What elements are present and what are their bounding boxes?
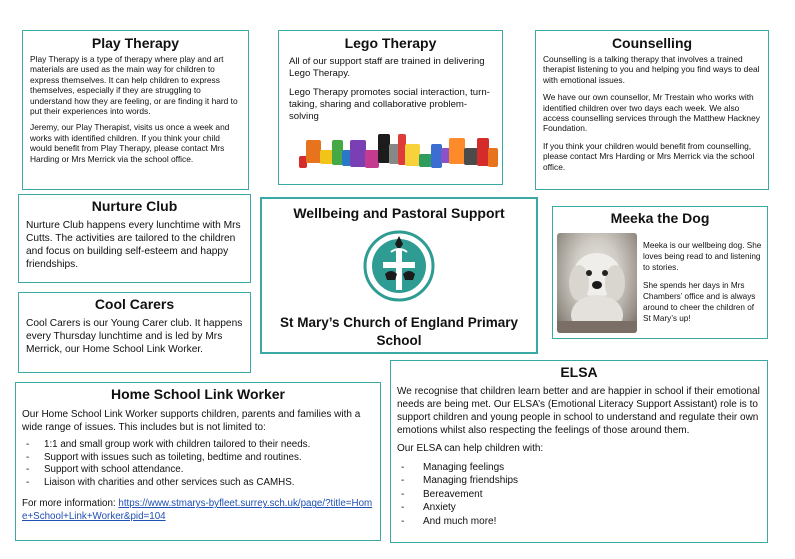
lego-therapy-panel	[278, 30, 503, 185]
counselling-title: Counselling	[611, 35, 693, 51]
lego-brick	[306, 140, 321, 163]
list-item: - Managing friendships	[397, 474, 761, 487]
list-item: - Bereavement	[397, 488, 761, 501]
list-item: - Support with issues such as toileting, bedtime and routines.	[22, 452, 374, 465]
hslw-title: Home School Link Worker	[111, 386, 285, 402]
play-therapy-title: Play Therapy	[91, 35, 180, 51]
lego-therapy-text-2: Lego Therapy promotes social interaction, turn-taking, sharing and collaborative problem-solving	[289, 87, 490, 122]
lego-therapy-text-1: All of our support staff are trained in delivering Lego Therapy.	[289, 56, 485, 79]
meeka-the-dog-panel	[552, 206, 768, 339]
counselling-text-2: We have our own counsellor, Mr Trestain who works with identified children over two days each week. We also access counselling services through the Matthew Hackney Foundation.	[543, 92, 760, 134]
lego-brick	[365, 150, 379, 168]
list-item: - Anxiety	[397, 501, 761, 514]
elsa-text-2: Our ELSA can help children with:	[397, 443, 544, 454]
list-item: - Managing feelings	[397, 461, 761, 474]
school-name: St Mary’s Church of England Primary School	[279, 315, 519, 348]
list-item: - And much more!	[397, 515, 761, 528]
more-info-label: For more information:	[22, 498, 119, 510]
play-therapy-text-1: Play Therapy is a type of therapy where play and art materials are used as the main way for children to express themselves. It can help children to express themselves, especially if they are struggling to understand how they are feeling, or are finding it hard to put their experiences into words.	[30, 54, 238, 117]
hslw-more-info	[22, 497, 374, 523]
hslw-list	[22, 439, 374, 489]
nurture-club-title: Nurture Club	[91, 198, 178, 214]
list-item: - 1:1 and small group work with children tailored to their needs.	[22, 439, 374, 452]
elsa-list	[397, 461, 761, 528]
cool-carers-panel	[18, 292, 251, 373]
elsa-title: ELSA	[560, 364, 598, 380]
play-therapy-panel	[22, 30, 249, 190]
lego-therapy-title: Lego Therapy	[344, 35, 437, 51]
elsa-text-1: We recognise that children learn better and are happier in school if their emotional needs are being met. Our ELSA’s (Emotional Literacy Support Assistant) role is to support children and young people in school to understand and regulate their own emotions whilst also respecting the feelings of those around them.	[397, 386, 760, 436]
counselling-text-3: If you think your children would benefit from counselling, please contact Mrs Harding or Mrs Merrick via the school office.	[543, 140, 755, 172]
school-crest-icon	[363, 230, 435, 302]
nurture-club-panel	[18, 194, 251, 283]
cool-carers-title: Cool Carers	[94, 296, 175, 312]
dog-photo	[557, 233, 637, 333]
hslw-link[interactable]: https://www.stmarys-byfleet.surrey.sch.uk/page/?title=Home+School+Link+Worker&pid=104	[22, 498, 373, 523]
nurture-club-text: Nurture Club happens every lunchtime with Mrs Cutts. The activities are tailored to the children and focus on building self-esteem and happy friendships.	[26, 220, 241, 270]
list-item: - Support with school attendance.	[22, 464, 374, 477]
lego-brick	[405, 144, 420, 166]
play-therapy-text-2: Jeremy, our Play Therapist, visits us once a week and works with identified children. If you think your child would benefit from Play Therapy, please contact Mrs Harding or Mrs Merrick via the school office.	[30, 122, 230, 164]
counselling-panel	[535, 30, 769, 190]
meeka-text-1: Meeka is our wellbeing dog. She loves being read to and listening to stories.	[643, 241, 762, 272]
list-item: - Liaison with charities and other services such as CAMHS.	[22, 477, 374, 490]
wellbeing-title: Wellbeing and Pastoral Support	[293, 205, 505, 221]
counselling-text-1: Counselling is a talking therapy that involves a trained therapist listening to you and helping you find ways to deal with emotional issues.	[543, 54, 760, 85]
lego-brick	[350, 140, 366, 167]
cool-carers-text: Cool Carers is our Young Carer club. It happens every Thursday lunchtime and is led by Mrs Merrick, our Home School Link Worker.	[26, 318, 243, 355]
lego-brick	[488, 148, 498, 167]
elsa-panel	[390, 360, 768, 543]
lego-brick	[449, 138, 465, 164]
meeka-text-2: She spends her days in Mrs Chambers’ office and is always around to cheer the children of St Mary’s up!	[643, 281, 756, 323]
meeka-title: Meeka the Dog	[610, 210, 710, 226]
lego-brick	[464, 148, 478, 165]
lego-bricks-image	[289, 130, 492, 170]
wellbeing-centre-panel	[260, 197, 538, 354]
home-school-link-worker-panel	[15, 382, 381, 541]
hslw-intro: Our Home School Link Worker supports children, parents and families with a wide range of issues. This includes but is not limited to:	[22, 409, 361, 433]
